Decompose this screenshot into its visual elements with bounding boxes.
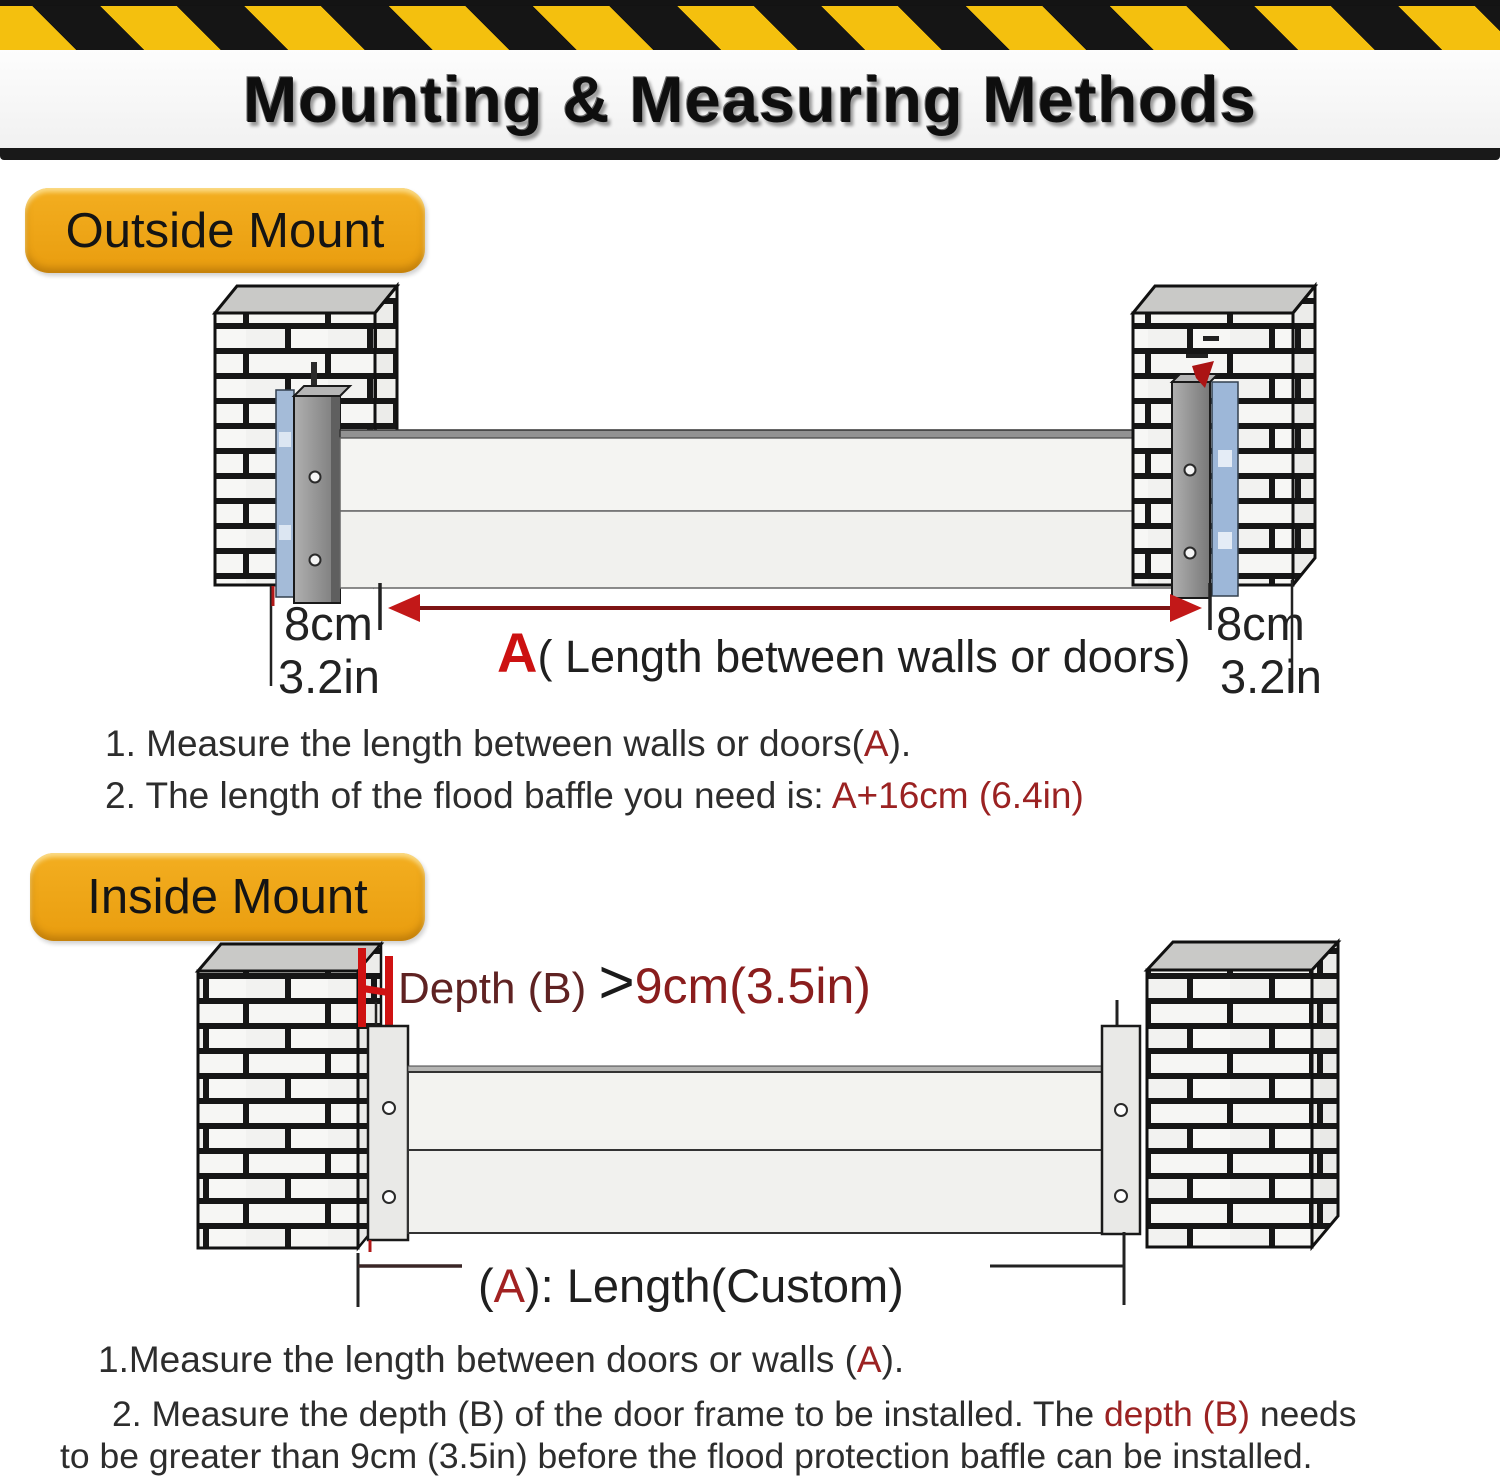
barrier-board-top (408, 1072, 1105, 1150)
seal-clip (279, 525, 291, 540)
left-offset-cm: 8cm (284, 597, 373, 650)
screw-hole (1115, 1190, 1127, 1202)
outside-flood-barrier (340, 430, 1172, 588)
span-label: (A): Length(Custom) (478, 1259, 904, 1312)
arrowhead-left-icon (388, 594, 420, 622)
mounting-channel (1172, 382, 1210, 598)
outside-mount-badge (25, 188, 425, 273)
outside-left-bracket (276, 362, 350, 603)
screw-hole (383, 1191, 395, 1203)
screw-hole (310, 472, 321, 483)
header-underline (0, 148, 1500, 160)
inside-flood-barrier (408, 1066, 1105, 1233)
screw-hole (1185, 465, 1196, 476)
inside-right-pillar (1147, 942, 1338, 1247)
highlight-a: A (856, 1339, 882, 1380)
pillar-top-face (215, 286, 397, 313)
highlight-formula: A+16cm (6.4in) (831, 775, 1084, 816)
mounting-channel (368, 1026, 408, 1240)
depth-label: Depth (B) >9cm(3.5in) (398, 948, 871, 1017)
outside-right-bracket (1172, 361, 1238, 598)
pillar-front-face (198, 971, 358, 1248)
outside-step-1: 1. Measure the length between walls or doors(A). (105, 723, 912, 764)
anchor-mark (1186, 354, 1208, 358)
barrier-board-bottom (408, 1150, 1105, 1233)
header-banner (0, 50, 1500, 148)
page-title: Mounting & Measuring Methods (243, 62, 1257, 136)
hazard-stripe-band (0, 6, 1500, 50)
inside-step-1: 1.Measure the length between doors or walls (A). (98, 1339, 905, 1380)
inside-mount-badge-label: Inside Mount (87, 870, 368, 924)
highlight-a: A (863, 723, 889, 764)
barrier-board-bottom (340, 511, 1172, 588)
inside-step-2-line-1: 2. Measure the depth (B) of the door frame to be installed. The depth (B) needs (112, 1394, 1357, 1434)
inside-right-bracket (1102, 1000, 1140, 1234)
seal-clip (1218, 532, 1232, 549)
pillar-top-face (1133, 286, 1315, 313)
seal-clip (1218, 450, 1232, 467)
left-offset-in: 3.2in (278, 650, 380, 703)
inside-step-2-line-2: to be greater than 9cm (3.5in) before the flood protection baffle can be installed. (60, 1436, 1313, 1476)
outside-mount-badge-label: Outside Mount (65, 203, 385, 258)
seal-clip (279, 432, 291, 447)
screw-hole (310, 555, 321, 566)
screw-hole (1185, 548, 1196, 559)
pillar-front-face (1147, 970, 1312, 1247)
screw-hole (1115, 1104, 1127, 1116)
pillar-side-face (1293, 286, 1315, 585)
inside-dimensions (358, 1232, 1124, 1312)
span-label: A( Length between walls or doors) (497, 621, 1191, 684)
screw-hole (383, 1102, 395, 1114)
depth-gauge-bar (360, 988, 391, 993)
channel-edge (331, 397, 340, 602)
pillar-top-face (198, 944, 381, 971)
inside-mount-diagram (0, 935, 1500, 1335)
right-offset-in: 3.2in (1220, 650, 1322, 703)
inside-left-bracket (368, 1026, 408, 1252)
channel-top-cap (294, 386, 350, 396)
highlight-depth: depth (B) (1103, 1394, 1250, 1434)
anchor-mark (1203, 336, 1219, 341)
pillar-side-face (1312, 942, 1338, 1247)
inside-mount-badge (30, 853, 425, 941)
channel-top-cap (1172, 374, 1218, 382)
inside-left-pillar (198, 944, 381, 1248)
barrier-board-top (340, 438, 1172, 511)
outside-dimensions (271, 580, 1322, 703)
seal-strip (276, 390, 294, 597)
right-offset-cm: 8cm (1216, 597, 1305, 650)
outside-mount-diagram (0, 278, 1500, 710)
seal-strip (1212, 382, 1238, 596)
pillar-top-face (1147, 942, 1338, 970)
barrier-top-edge (340, 430, 1172, 438)
outside-step-2: 2. The length of the flood baffle you need is: A+16cm (6.4in) (105, 775, 1084, 816)
